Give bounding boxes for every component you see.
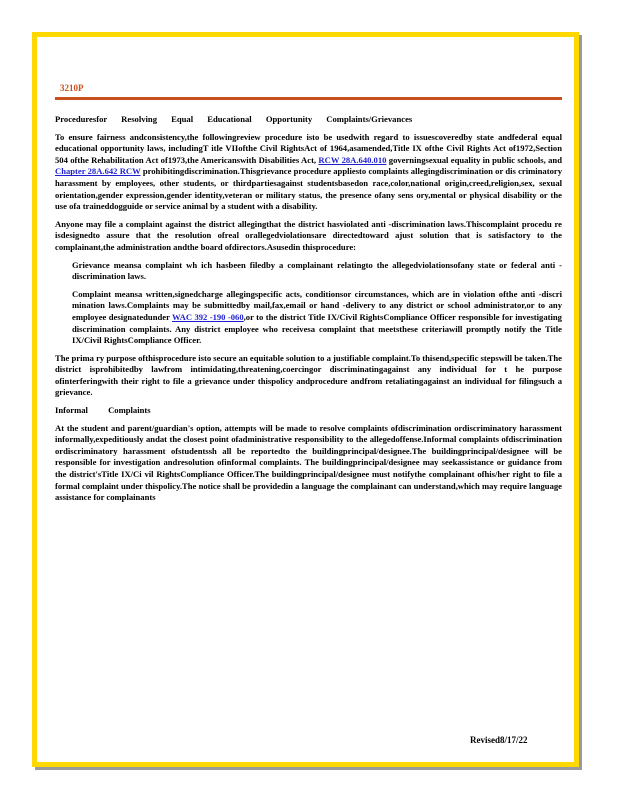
complaint-text-b: ,or to the district Title IX/Civil RightsCompliance Officer responsible for investigating discrimination complaints. Any district employee who receivesa complaint that meetsthese criteriawill promptly notify the Title IX/Civil RightsCompliance Officer. xyxy=(72,311,562,346)
section-heading-informal-complaints: Informal Complaints xyxy=(55,405,151,416)
chapter-28a-642-rcw-link[interactable]: Chapter 28A.642 RCW xyxy=(55,166,141,177)
complaint-text-a: Complaint meansa written,signedcharge allegingspecific acts, conditionsor circumstances, which are in violation ofthe anti -discri mination laws.Complaints may be submittedby mail,fax,email or hand -delivery to any district or school administrator,or to any employee designatedunder xyxy=(72,288,562,322)
bullet-icon xyxy=(55,289,72,347)
paragraph-informal: At the student and parent/guardian's option, attempts will be made to resolve complaints ofdiscrimination ordiscriminatory harassment informally,expeditiously andat the closest point ofadministrative responsibility to the allegedoffense.Informal complaints ofdiscrimination ordiscriminatory harassment ofstudentssh all be reportedto the buildingprincipal/designee.The buildingprincipal/designee will be responsible for investigation andresolution ofinformal complaints. The buildingprincipal/designee may seekassistance or guidance from the district'sTitle IX/Ci vil RightsCompliance Officer.The buildingprincipal/designee must notifythe complainant ofhis/her right to file a formal complaint under thispolicy.The notice shall be providedin a language the complainant can understand,which may require language assistance for complainants xyxy=(55,422,562,503)
intro-text-a: To ensure fairness andconsistency,the followingreview procedure isto be usedwith regard to issuescoveredby state andfederal equal educational opportunity laws, includingT itle VIIofthe Civil RightsAct of 1964,asamended,Title IX ofthe Civil Rights Act of1972,Section 504 ofthe Rehabilitation Act of1973,the Americanswith Disabilities Act, xyxy=(55,131,562,165)
paragraph-purpose: The prima ry purpose ofthisprocedure isto secure an equitable solution to a justifiable complaint.To thisend,specific stepswill be taken.The district isprohibitedby lawfrom intimidating,threatening,coercingor discriminatingagainst any individual for t he purpose ofinterferingwith their right to file a grievance under thispolicy andprocedure andfrom retaliatingagainst an individual for filingsuch a grievance. xyxy=(55,352,562,398)
bullet-icon xyxy=(55,260,72,283)
wac-392-190-060-link[interactable]: WAC 392 -190 -060 xyxy=(171,311,244,322)
policy-code: 3210P xyxy=(60,83,84,93)
bullet-grievance xyxy=(55,260,562,283)
complaint-definition xyxy=(72,289,562,347)
header-rule xyxy=(55,97,562,100)
rcw-28a-640-010-link[interactable]: RCW 28A.640.010 xyxy=(318,154,387,165)
paragraph-intro xyxy=(55,132,562,213)
document-title: Proceduresfor Resolving Equal Educational Opportunity Complaints/Grievances xyxy=(55,114,413,124)
intro-text-c: prohibitingdiscrimination.Thisgrievance procedure appliesto complaints allegingdiscrimination or dis criminatory harassment by employees, other students, or thirdpartiesagainst studentsbasedon race,color,national origin,creed,religion,sex, sexual orientation,gender expression,gender identity,veteran or military status, the presence ofany sens ory,mental or physical disability or the use ofa traineddogguide or service animal by a student with a disability. xyxy=(55,166,562,212)
revision-date: Revised8/17/22 xyxy=(470,735,528,745)
intro-text-b: governingsexual equality in public schools, and xyxy=(388,154,562,165)
bullet-complaint xyxy=(55,289,562,347)
paragraph-anyone: Anyone may file a complaint against the district allegingthat the district hasviolated anti -discrimination laws.Thiscomplaint procedu re isdesignedto assure that the resolution ofreal orallegedviolationsare directedtoward ajust solution that is satisfactory to the complainant,the administration andthe board ofdirectors.Asusedin thisprocedure: xyxy=(55,218,562,252)
document-body xyxy=(55,114,562,510)
grievance-definition: Grievance meansa complaint wh ich hasbeen filedby a complainant relatingto the allegedviolationsofany state or federal anti -discrimination laws. xyxy=(72,259,562,282)
